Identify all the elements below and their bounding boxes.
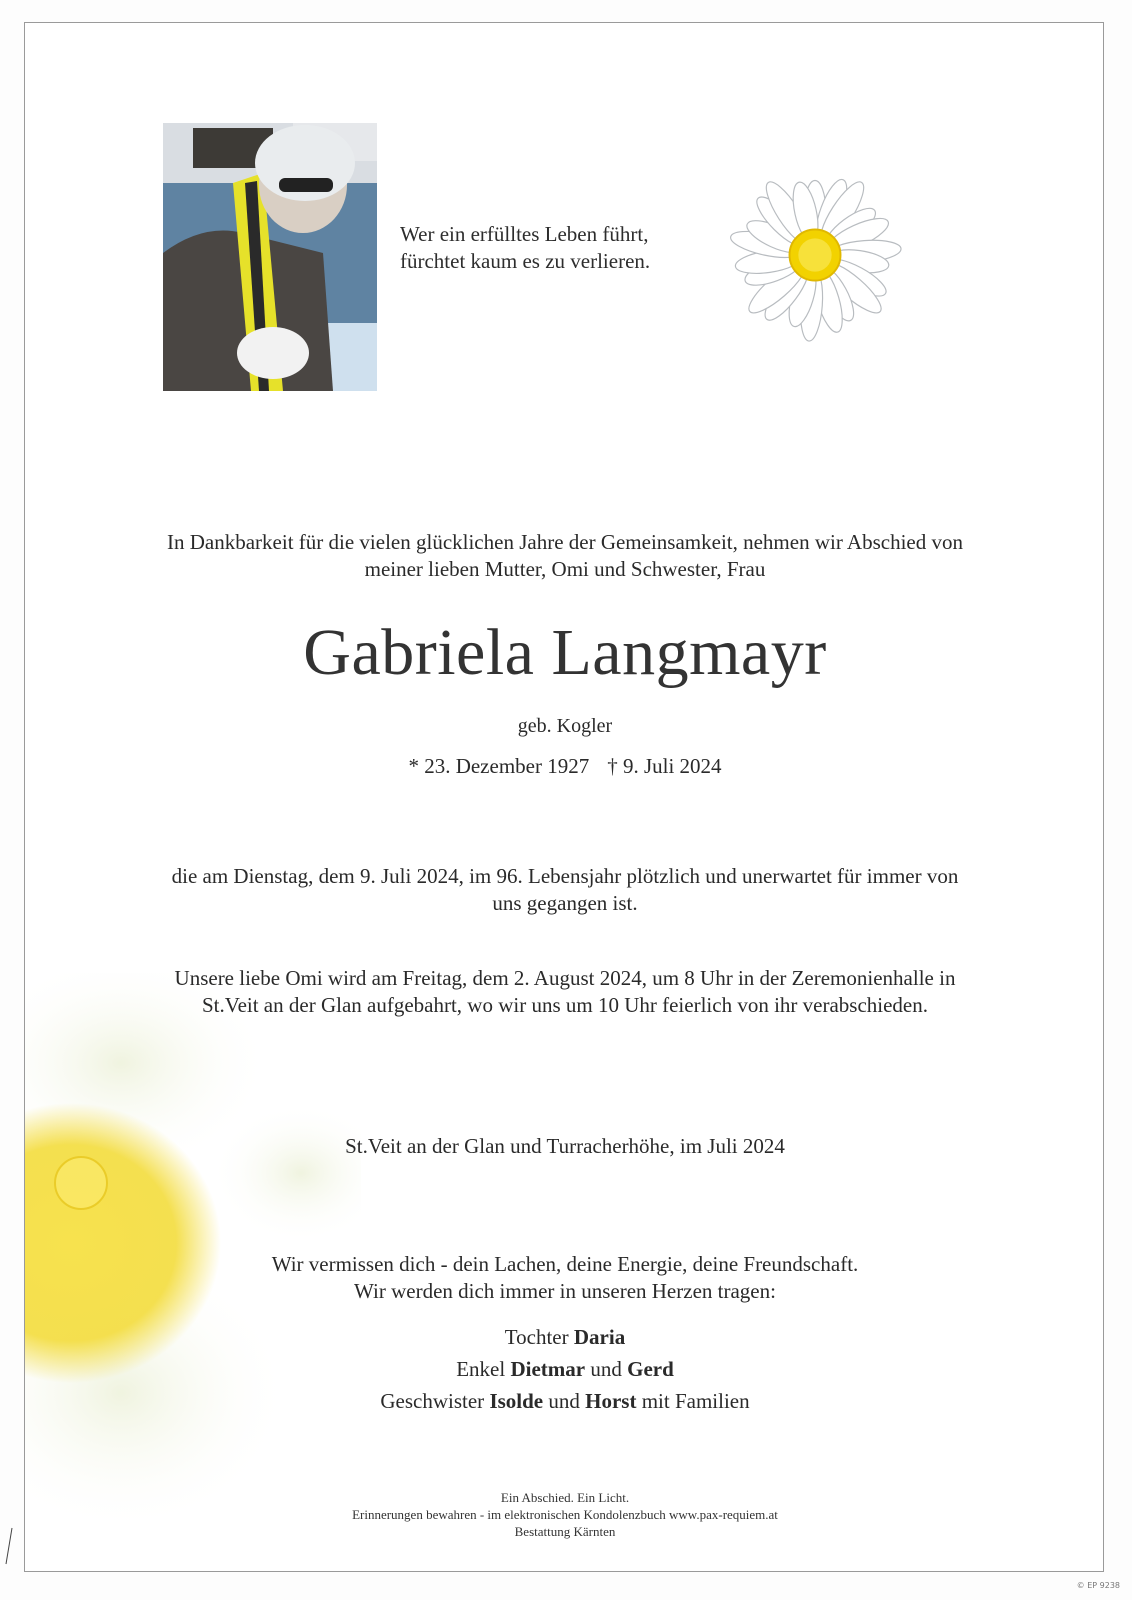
intro-text bbox=[25, 529, 1104, 583]
quote-line-2: fürchtet kaum es zu verlieren. bbox=[400, 249, 651, 273]
obituary-sheet bbox=[24, 22, 1104, 1572]
place-date: St.Veit an der Glan und Turracherhöhe, im Juli 2024 bbox=[345, 1134, 785, 1158]
mourner-line: Enkel Dietmar und Gerd bbox=[456, 1357, 674, 1381]
death-notice-line-1: die am Dienstag, dem 9. Juli 2024, im 96. Lebensjahr plötzlich und unerwartet für immer von bbox=[171, 864, 959, 888]
deceased-name: Gabriela Langmayr bbox=[303, 616, 827, 689]
footer-line-3: Bestattung Kärnten bbox=[514, 1524, 616, 1539]
print-code: © EP 9238 bbox=[1076, 1581, 1120, 1590]
mourner-line: Geschwister Isolde und Horst mit Familien bbox=[380, 1389, 750, 1413]
mourners-list bbox=[25, 1321, 1104, 1417]
ceremony-text bbox=[25, 965, 1104, 1019]
maiden-name: geb. Kogler bbox=[517, 715, 613, 737]
birth-date: * 23. Dezember 1927 bbox=[408, 754, 590, 778]
closing-line-2: Wir werden dich immer in unseren Herzen tragen: bbox=[354, 1279, 776, 1303]
footer bbox=[25, 1489, 1104, 1540]
life-dates bbox=[25, 753, 1104, 779]
memorial-quote bbox=[400, 221, 700, 275]
quote-line-1: Wer ein erfülltes Leben führt, bbox=[400, 222, 649, 246]
closing-text bbox=[25, 1251, 1104, 1305]
closing-line-1: Wir vermissen dich - dein Lachen, deine Energie, deine Freundschaft. bbox=[271, 1252, 859, 1276]
mourner-line: Tochter Daria bbox=[504, 1325, 626, 1349]
footer-line-1: Ein Abschied. Ein Licht. bbox=[500, 1490, 630, 1505]
portrait-photo bbox=[163, 123, 377, 391]
daisy-image bbox=[717, 157, 913, 353]
intro-line-2: meiner lieben Mutter, Omi und Schwester, Frau bbox=[364, 557, 766, 581]
ceremony-line-2: St.Veit an der Glan aufgebahrt, wo wir uns um 10 Uhr feierlich von ihr verabschieden. bbox=[201, 993, 929, 1017]
scan-mark bbox=[4, 1526, 14, 1566]
death-notice-text bbox=[25, 863, 1104, 917]
death-notice-line-2: uns gegangen ist. bbox=[492, 891, 638, 915]
death-date: † 9. Juli 2024 bbox=[607, 754, 722, 778]
footer-line-2: Erinnerungen bewahren - im elektronischen Kondolenzbuch www.pax-requiem.at bbox=[352, 1507, 778, 1522]
ceremony-line-1: Unsere liebe Omi wird am Freitag, dem 2. August 2024, um 8 Uhr in der Zeremonienhalle in bbox=[174, 966, 956, 990]
intro-line-1: In Dankbarkeit für die vielen glücklichen Jahre der Gemeinsamkeit, nehmen wir Abschied von bbox=[167, 530, 963, 554]
